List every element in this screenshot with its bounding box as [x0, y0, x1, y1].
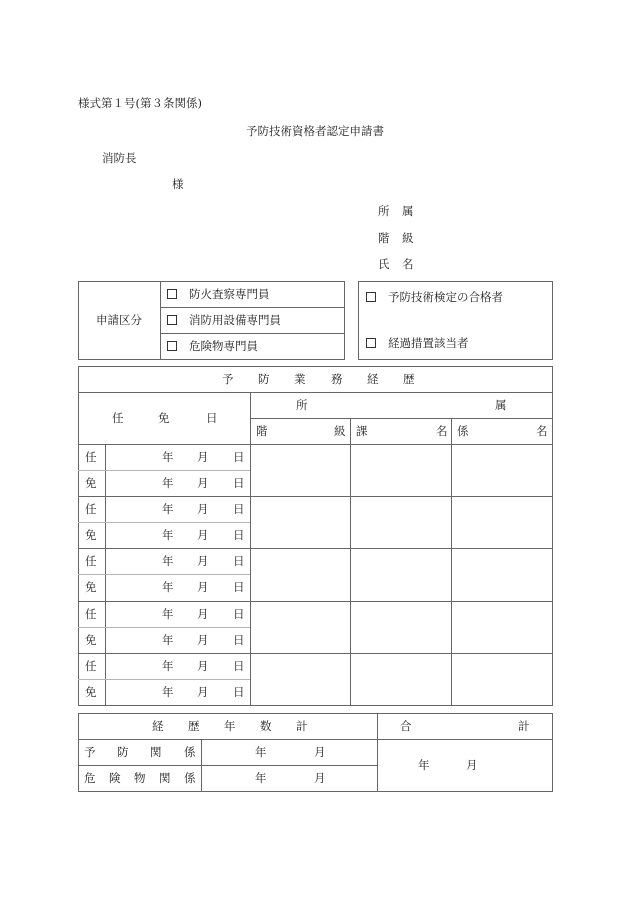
header-char: 名 [436, 424, 448, 438]
divider [78, 765, 377, 766]
section-cell[interactable] [351, 654, 451, 704]
unit-month: 月 [314, 771, 326, 785]
header-char: 名 [536, 424, 548, 438]
name-label-1: 氏 [378, 257, 390, 271]
header-char: 属 [495, 398, 507, 412]
dismiss-label: 免 [85, 476, 97, 490]
name-label-2: 名 [402, 257, 414, 271]
label-char: 係 [184, 771, 196, 785]
rank-cell[interactable] [251, 654, 350, 704]
checkbox-icon[interactable] [167, 315, 177, 325]
checkbox-icon[interactable] [366, 338, 376, 348]
title-char: 予 [222, 372, 234, 386]
section-cell[interactable] [351, 497, 451, 547]
title-char: 経 [367, 372, 379, 386]
appoint-label: 任 [85, 450, 97, 464]
rank-cell[interactable] [251, 602, 350, 652]
option-fire-equipment[interactable] [167, 315, 281, 327]
rank-cell[interactable] [251, 549, 350, 599]
label-char: 険 [109, 771, 121, 785]
checkbox-icon[interactable] [167, 289, 177, 299]
title-char: 歴 [403, 372, 415, 386]
appoint-label: 任 [85, 659, 97, 673]
option-label: 消防用設備専門員 [189, 313, 281, 327]
unit-day: 日 [233, 502, 245, 516]
unit-month: 月 [197, 659, 209, 673]
option-label: 危険物専門員 [189, 339, 258, 353]
unit-month: 月 [197, 554, 209, 568]
unit-day: 日 [233, 476, 245, 490]
qualification-label: 予防技術検定の合格者 [388, 290, 503, 304]
title-char: 年 [224, 719, 236, 733]
unit-month: 月 [197, 607, 209, 621]
label-char: 物 [134, 771, 146, 785]
unit-year: 年 [162, 476, 174, 490]
dismiss-label: 免 [85, 633, 97, 647]
divider [78, 739, 552, 740]
affiliation-label-1: 所 [378, 204, 390, 218]
label-char: 危 [84, 771, 96, 785]
qualification-transitional[interactable] [366, 338, 469, 350]
unit-year: 年 [418, 758, 430, 772]
affiliation-label-2: 属 [402, 204, 414, 218]
qualification-exam-passed[interactable] [366, 292, 503, 304]
header-char: 合 [400, 719, 412, 733]
divider [78, 470, 250, 471]
divider [78, 679, 250, 680]
label-char: 予 [84, 745, 96, 759]
header-char: 免 [158, 411, 170, 425]
header-char: 階 [256, 424, 268, 438]
option-hazardous-materials[interactable] [167, 341, 258, 353]
unit-month: 月 [197, 633, 209, 647]
unit-month: 月 [314, 745, 326, 759]
label-char: 関 [159, 771, 171, 785]
qualification-label: 経過措置該当者 [388, 336, 469, 350]
unit-cell[interactable] [452, 549, 552, 599]
unit-year: 年 [255, 771, 267, 785]
title-char: 業 [294, 372, 306, 386]
header-char: 任 [112, 411, 124, 425]
header-char: 係 [457, 424, 469, 438]
divider [160, 307, 344, 308]
section-cell[interactable] [351, 549, 451, 599]
appoint-label: 任 [85, 607, 97, 621]
section-cell[interactable] [351, 445, 451, 495]
option-fire-inspection[interactable] [167, 289, 270, 301]
unit-year: 年 [162, 450, 174, 464]
rank-cell[interactable] [251, 497, 350, 547]
appoint-label: 任 [85, 502, 97, 516]
title-char: 歴 [188, 719, 200, 733]
unit-day: 日 [233, 633, 245, 647]
unit-month: 月 [197, 450, 209, 464]
section-cell[interactable] [351, 602, 451, 652]
form-number: 様式第１号(第３条関係) [78, 96, 202, 110]
option-label: 防火査察専門員 [189, 287, 270, 301]
title-char: 防 [258, 372, 270, 386]
appoint-label: 任 [85, 554, 97, 568]
unit-month: 月 [197, 502, 209, 516]
title-char: 経 [152, 719, 164, 733]
unit-year: 年 [162, 607, 174, 621]
unit-year: 年 [162, 554, 174, 568]
honorific: 様 [172, 177, 184, 191]
unit-month: 月 [197, 528, 209, 542]
dismiss-label: 免 [85, 685, 97, 699]
label-char: 関 [150, 745, 162, 759]
unit-year: 年 [162, 659, 174, 673]
title-char: 務 [331, 372, 343, 386]
unit-year: 年 [255, 745, 267, 759]
unit-day: 日 [233, 659, 245, 673]
header-char: 課 [356, 424, 368, 438]
unit-day: 日 [233, 607, 245, 621]
addressee: 消防長 [102, 151, 137, 165]
unit-month: 月 [197, 476, 209, 490]
divider [377, 713, 378, 791]
divider [201, 739, 202, 791]
unit-cell[interactable] [452, 497, 552, 547]
divider [250, 418, 552, 419]
rank-label-2: 級 [402, 231, 414, 245]
label-char: 防 [117, 745, 129, 759]
unit-day: 日 [233, 685, 245, 699]
divider [78, 522, 250, 523]
unit-cell[interactable] [452, 602, 552, 652]
unit-year: 年 [162, 633, 174, 647]
checkbox-icon[interactable] [167, 341, 177, 351]
label-char: 係 [184, 745, 196, 759]
unit-year: 年 [162, 502, 174, 516]
unit-month: 月 [197, 685, 209, 699]
divider [160, 281, 161, 359]
header-char: 計 [518, 719, 530, 733]
rank-label-1: 階 [378, 231, 390, 245]
unit-day: 日 [233, 450, 245, 464]
rank-cell[interactable] [251, 445, 350, 495]
unit-day: 日 [233, 580, 245, 594]
unit-month: 月 [197, 580, 209, 594]
unit-day: 日 [233, 554, 245, 568]
unit-cell[interactable] [452, 445, 552, 495]
unit-cell[interactable] [452, 654, 552, 704]
unit-year: 年 [162, 685, 174, 699]
unit-month: 月 [466, 758, 478, 772]
checkbox-icon[interactable] [366, 292, 376, 302]
dismiss-label: 免 [85, 580, 97, 594]
header-char: 級 [334, 424, 346, 438]
title-char: 計 [296, 719, 308, 733]
divider [78, 574, 250, 575]
divider [160, 333, 344, 334]
document-title: 予防技術資格者認定申請書 [246, 124, 384, 138]
unit-year: 年 [162, 580, 174, 594]
dismiss-label: 免 [85, 528, 97, 542]
title-char: 数 [260, 719, 272, 733]
divider [78, 627, 250, 628]
category-label: 申請区分 [96, 313, 142, 327]
header-char: 所 [296, 398, 308, 412]
divider [78, 392, 552, 393]
unit-year: 年 [162, 528, 174, 542]
unit-day: 日 [233, 528, 245, 542]
header-char: 日 [206, 411, 218, 425]
